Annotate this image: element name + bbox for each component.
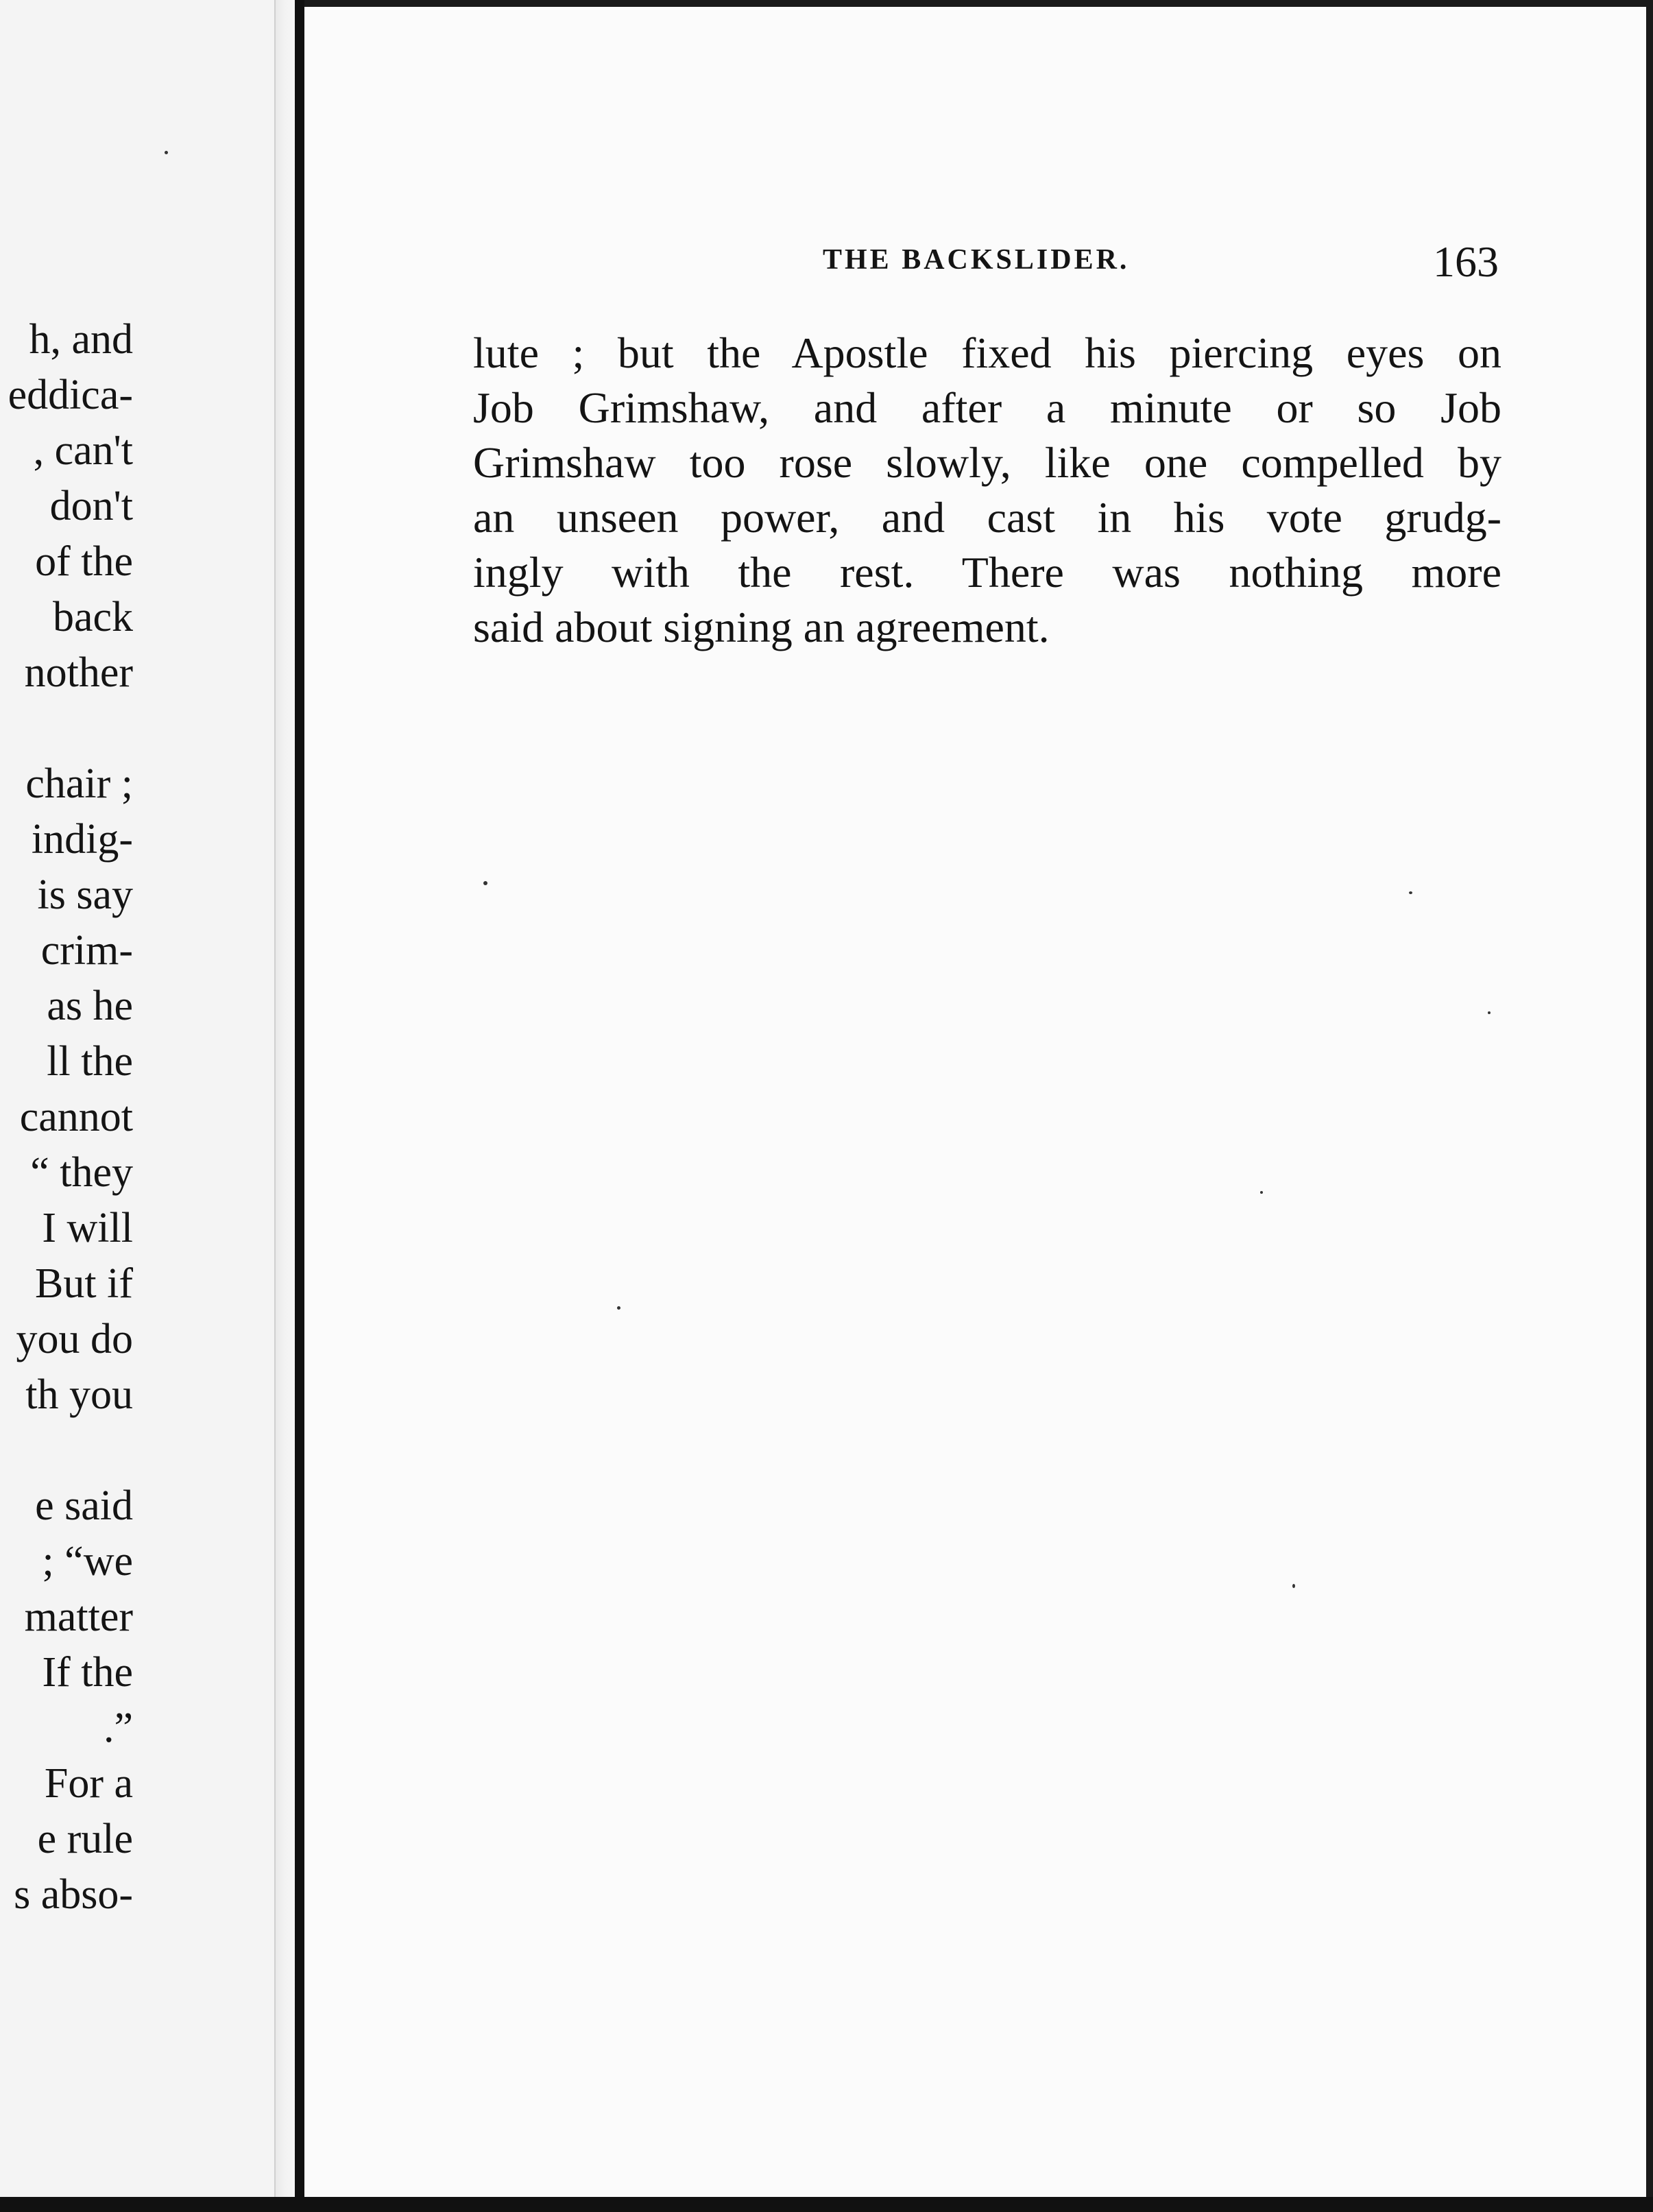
body-line: ingly with the rest. There was nothing more bbox=[473, 548, 1501, 597]
left-line: nother bbox=[24, 649, 133, 696]
right-scan-edge bbox=[1646, 0, 1653, 2212]
left-paragraph-gap bbox=[0, 1423, 133, 1478]
left-line: But if bbox=[35, 1260, 133, 1307]
body-line: Job Grimshaw, and after a minute or so Job bbox=[473, 383, 1501, 432]
running-head: THE BACKSLIDER. bbox=[823, 244, 1130, 276]
left-line: crim- bbox=[40, 927, 133, 974]
bottom-scan-edge bbox=[0, 2197, 1653, 2212]
left-line: back bbox=[52, 594, 133, 640]
body-line: an unseen power, and cast in his vote grudg- bbox=[473, 493, 1501, 542]
left-line: you do bbox=[16, 1316, 133, 1362]
scan-speck bbox=[1409, 891, 1412, 894]
left-line: don't bbox=[49, 483, 133, 529]
left-line: “ they bbox=[30, 1149, 133, 1196]
scan-speck bbox=[1260, 1191, 1263, 1194]
left-line: ll the bbox=[47, 1038, 133, 1085]
top-scan-edge bbox=[304, 0, 1653, 7]
scan-speck bbox=[1292, 1584, 1295, 1588]
left-line: of the bbox=[35, 538, 133, 585]
scan-speck bbox=[483, 881, 487, 885]
body-line: Grimshaw too rose slowly, like one compelled by bbox=[473, 438, 1501, 487]
left-line: If the bbox=[42, 1649, 133, 1696]
left-line: .” bbox=[103, 1705, 133, 1751]
left-line: For a bbox=[44, 1760, 133, 1807]
left-line: s abso- bbox=[14, 1871, 133, 1918]
left-line: eddica- bbox=[8, 372, 133, 418]
body-line: lute ; but the Apostle fixed his piercing eyes on bbox=[473, 328, 1501, 377]
left-line: as he bbox=[47, 983, 133, 1029]
binding-shadow bbox=[295, 0, 304, 2212]
scan-speck bbox=[165, 151, 168, 154]
left-line: , can't bbox=[33, 427, 133, 474]
scan-speck bbox=[1488, 1011, 1491, 1014]
left-line: e rule bbox=[37, 1816, 133, 1862]
left-line: matter bbox=[24, 1594, 133, 1640]
left-line: th you bbox=[25, 1371, 133, 1418]
left-line: I will bbox=[42, 1205, 133, 1251]
left-page bbox=[0, 0, 276, 2212]
left-line: indig- bbox=[31, 816, 133, 863]
left-line: cannot bbox=[19, 1094, 133, 1140]
page-body bbox=[473, 326, 1501, 655]
left-line: h, and bbox=[29, 316, 133, 363]
scan-speck bbox=[617, 1306, 620, 1310]
left-page-text bbox=[0, 312, 270, 1923]
left-line: chair ; bbox=[25, 760, 133, 807]
left-line: ; “we bbox=[42, 1538, 133, 1585]
body-line: said about signing an agreement. bbox=[473, 603, 1050, 651]
left-line: e said bbox=[35, 1482, 133, 1529]
left-paragraph-gap bbox=[0, 701, 133, 756]
page-number: 163 bbox=[1433, 237, 1499, 286]
left-line: is say bbox=[37, 871, 133, 918]
